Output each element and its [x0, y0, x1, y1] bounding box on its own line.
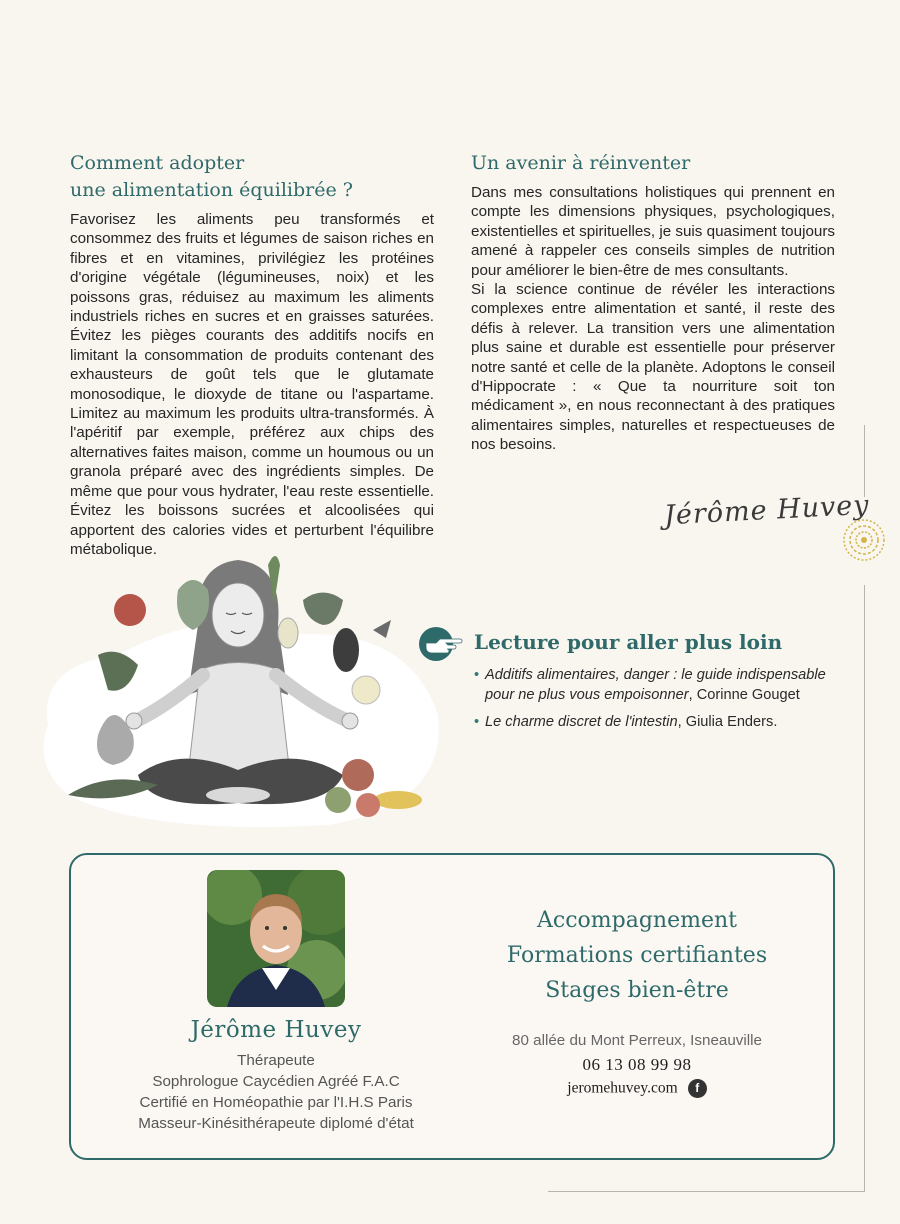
phone-number[interactable]: 06 13 08 99 98: [582, 1055, 692, 1074]
article-left-column: [70, 150, 434, 559]
gold-seal-icon: [843, 519, 885, 561]
person-name: Jérôme Huvey: [190, 1017, 362, 1043]
service-item: Stages bien-être: [545, 978, 729, 1003]
reading-book-title: Additifs alimentaires, danger : le guide indispensable pour ne plus vous empoisonner: [485, 667, 826, 703]
right-section-title: Un avenir à réinventer: [471, 152, 691, 174]
service-item: Accompagnement: [537, 908, 737, 933]
reading-title: Lecture pour aller plus loin: [474, 630, 783, 654]
credential-line: Certifié en Homéopathie par l'I.H.S Paris: [139, 1094, 413, 1111]
facebook-icon[interactable]: f: [688, 1079, 707, 1098]
right-section-paragraph-2: Si la science continue de révéler les interactions complexes entre alimentation et santé, il reste des défis à relever. La transition vers une alimentation plus saine et durable est essentielle pour préserver notre santé et celle de la planète. Adoptons le conseil d'Hippocrate : « Que ta nourriture soit ton médicament », en nous reconnectant à des pratiques alimentaires simples, naturelles et respectueuses de nos besoins.: [471, 281, 835, 454]
services-list: [463, 903, 811, 1008]
author-signature: Jérôme Huvey: [663, 489, 871, 532]
decorative-vertical-rule-top: [864, 425, 865, 497]
portrait-photo: [207, 870, 345, 1007]
reading-book-author: , Giulia Enders.: [677, 714, 778, 730]
meditation-illustration: [28, 545, 448, 830]
reading-book-author: , Corinne Gouget: [688, 686, 800, 703]
website-row: [463, 1079, 811, 1098]
reading-item: [474, 666, 846, 705]
left-title-line2: une alimentation équilibrée ?: [70, 179, 353, 201]
reading-book-title: Le charme discret de l'intestin: [485, 714, 678, 730]
reading-list: [474, 666, 846, 741]
address: 80 allée du Mont Perreux, Isneauville: [512, 1032, 762, 1049]
credentials-list: [71, 1050, 481, 1134]
credential-line: Sophrologue Caycédien Agréé F.A.C: [152, 1073, 400, 1090]
decorative-vertical-rule-bottom: [864, 585, 865, 1191]
service-item: Formations certifiantes: [506, 943, 768, 968]
credential-line: Masseur-Kinésithérapeute diplomé d'état: [138, 1115, 414, 1132]
right-section-paragraph-1: Dans mes consultations holistiques qui prennent en compte les dimensions physiques, psychologiques, existentielles et spirituelles, je suis quasiment toujours amené à rappeler ces conseils simples de nutrition pour améliorer le bien-être de mes consultants.: [471, 184, 835, 279]
article-right-column: [471, 150, 835, 455]
website-link[interactable]: jeromehuvey.com: [567, 1079, 678, 1097]
left-title-line1: Comment adopter: [70, 152, 245, 174]
decorative-horizontal-rule: [548, 1191, 865, 1192]
left-section-title: [70, 150, 434, 204]
left-section-body: Favorisez les aliments peu transformés et consommez des fruits et légumes de saison riches en fibres et en vitamines, privilégiez les protéines d'origine végétale (légumineuses, noix) et les poissons gras, réduisez au maximum les aliments industriels riches en sucres et en graisses saturées. Évitez les pièges courants des additifs nocifs en limitant la consommation de produits contenant des exhausteurs de goût tels que le glutamate monosodique, le dioxyde de titane ou l'aspartame. Limitez au maximum les produits ultra-transformés. À l'apéritif par exemple, préférez aux chips des alternatives faites maison, comme un houmous ou un granola préparé avec des ingrédients simples. De même que pour vous hydrater, l'eau reste essentielle. Évitez les boissons sucrées et alcoolisées qui apportent des calories vides et perturbent l'équilibre métabolique.: [70, 211, 434, 558]
contact-card: [69, 853, 835, 1160]
pointing-hand-icon: [418, 626, 464, 662]
credential-line: Thérapeute: [237, 1052, 315, 1069]
reading-item: [474, 713, 846, 733]
